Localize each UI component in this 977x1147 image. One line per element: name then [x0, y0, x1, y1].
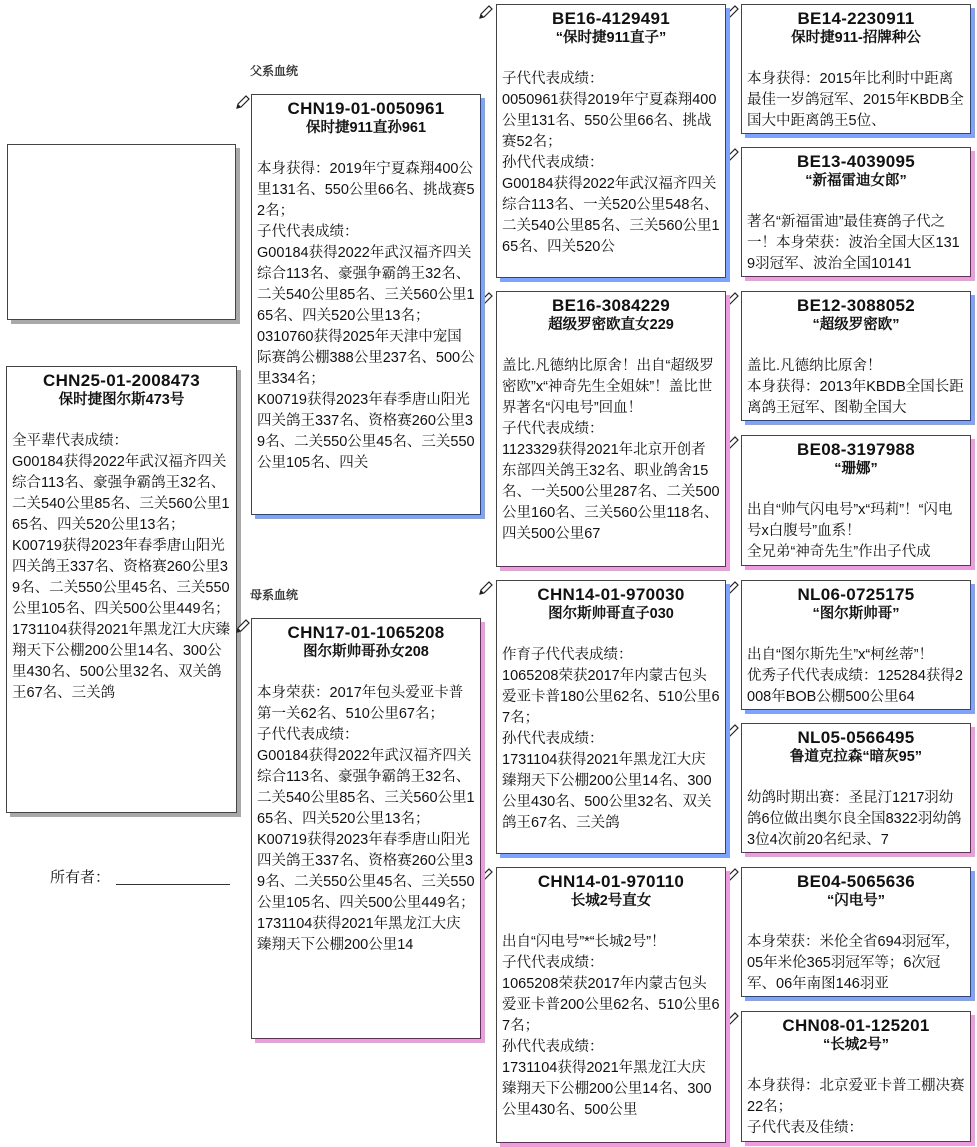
- sdd-card[interactable]: [741, 435, 971, 566]
- photo-frame: [7, 144, 236, 320]
- dss-name: “图尔斯帅哥”: [812, 606, 900, 622]
- ssd-card[interactable]: [741, 147, 971, 277]
- sire-id: CHN19-01-0050961: [287, 99, 445, 118]
- pencil-icon[interactable]: [235, 94, 251, 110]
- main-bird-name: 保时捷图尔斯473号: [58, 392, 185, 408]
- sss-desc: 本身获得：2015年比利时中距离最佳一岁鸽冠军、2015年KBDB全国大中距离鸽王5位、: [747, 71, 964, 129]
- dss-card[interactable]: [741, 580, 971, 710]
- sire-sire-card[interactable]: [496, 4, 726, 278]
- dds-card[interactable]: [741, 867, 971, 997]
- ddd-desc: 本身获得：北京爱亚卡普工棚决赛22名； 子代代表及佳绩：: [747, 1078, 965, 1136]
- sire-line-label: 父系血统: [250, 64, 299, 78]
- dss-id: NL06-0725175: [797, 585, 915, 604]
- sire-sire-desc: 子代代表成绩： 0050961获得2019年宁夏森翔400公里131名、550公里66名、挑战赛52名； 孙代代表成绩： G00184获得2022年武汉福齐四关综合113名、一关520公里548名、二关540公里85名、三关560公里165名、四关520公: [502, 71, 720, 255]
- dds-name: “闪电号”: [827, 893, 885, 909]
- pencil-icon[interactable]: [478, 4, 494, 20]
- main-bird-id: CHN25-01-2008473: [43, 371, 200, 390]
- dam-dam-name: 长城2号直女: [570, 893, 652, 909]
- dsd-card[interactable]: [741, 723, 971, 853]
- sire-dam-id: BE16-3084229: [552, 296, 670, 315]
- dam-desc: 本身荣获：2017年包头爱亚卡普第一关62名、510公里67名； 子代代表成绩： G00184获得2022年武汉福齐四关综合113名、豪强争霸鸽王32名、二关540公里85名、三关560公里165名、四关520公里13名； K00719获得2023年春季唐山阳光四关鸽王337名、资格赛260公里39名、二关550公里45名、三关550公里105名、四关500公里449名； 1731104获得2021年黑龙江大庆臻翔天下公棚200公里14: [257, 685, 475, 953]
- ssd-name: “新福雷迪女郎”: [805, 173, 907, 189]
- dds-desc: 本身荣获：米伦全省694羽冠军，05年米伦365羽冠军等；6次冠军、06年南图146羽亚: [747, 934, 960, 992]
- dsd-name: 鲁道克拉森“暗灰95”: [789, 749, 923, 765]
- sire-sire-name: “保时捷911直子”: [555, 30, 667, 46]
- dam-dam-desc: 出自“闪电号”*“长城2号”！ 子代代表成绩： 1065208荣获2017年内蒙古包头爱亚卡普200公里62名、510公里67名； 孙代代表成绩： 1731104获得2021年黑龙江大庆臻翔天下公棚200公里14名、300公里430名、500公里: [502, 934, 720, 1118]
- sire-dam-card[interactable]: [496, 291, 726, 567]
- dam-card[interactable]: [251, 618, 481, 1039]
- sdd-name: “珊娜”: [834, 461, 878, 477]
- dam-dam-id: CHN14-01-970110: [537, 872, 685, 891]
- owner-signature-line[interactable]: [116, 884, 230, 885]
- dam-sire-name: 图尔斯帅哥直子030: [548, 606, 674, 622]
- sdd-desc: 出自“帅气闪电号”x“玛莉”！“闪电号x白腹号”血系！ 全兄弟“神奇先生”作出子代成: [747, 502, 953, 560]
- pencil-icon[interactable]: [724, 1011, 740, 1027]
- sss-card[interactable]: [741, 4, 971, 134]
- dss-desc: 出自“图尔斯先生”x“柯丝蒂”！ 优秀子代代表成绩：125284获得2008年BOB公棚500公里64: [747, 647, 963, 705]
- dam-dam-card[interactable]: [496, 867, 726, 1143]
- ssd-id: BE13-4039095: [797, 152, 915, 171]
- ddd-name: “长城2号”: [822, 1037, 890, 1053]
- sire-sire-id: BE16-4129491: [552, 9, 670, 28]
- dam-sire-desc: 作育子代代表成绩： 1065208荣获2017年内蒙古包头爱亚卡普180公里62名、510公里67名； 孙代代表成绩： 1731104获得2021年黑龙江大庆臻翔天下公棚200公里14名、300公里430名、500公里32名、双关鸽王67名、三关鸽: [502, 647, 720, 831]
- owner-label: 所有者：: [50, 869, 111, 886]
- sire-dam-name: 超级罗密欧直女229: [548, 317, 674, 333]
- main-bird-card[interactable]: [6, 366, 237, 813]
- dam-name: 图尔斯帅哥孙女208: [303, 644, 429, 660]
- sire-dam-desc: 盖比.凡德纳比原舍！出自“超级罗密欧”x“神奇先生全姐妹”！盖比世界著名“闪电号”回血！ 子代代表成绩： 1123329获得2021年北京开创者东部四关鸽王32名、职业鸽舍15名、一关500公里287名、二关500公里160名、三关560公里118名、四关500公里67: [502, 358, 720, 542]
- dam-sire-id: CHN14-01-970030: [537, 585, 685, 604]
- dam-id: CHN17-01-1065208: [287, 623, 445, 642]
- pencil-icon[interactable]: [724, 435, 740, 451]
- dam-line-label: 母系血统: [250, 588, 299, 602]
- dam-sire-card[interactable]: [496, 580, 726, 854]
- pencil-icon[interactable]: [478, 580, 494, 596]
- dds-id: BE04-5065636: [797, 872, 915, 891]
- sss-id: BE14-2230911: [797, 9, 915, 28]
- pencil-icon[interactable]: [724, 580, 740, 596]
- pencil-icon[interactable]: [724, 4, 740, 20]
- pencil-icon[interactable]: [235, 618, 251, 634]
- sds-desc: 盖比.凡德纳比原舍！ 本身获得：2013年KBDB全国长距离鸽王冠军、图勒全国大: [747, 358, 964, 416]
- ddd-card[interactable]: [741, 1011, 971, 1142]
- sss-name: 保时捷911-招牌种公: [791, 30, 921, 46]
- sds-name: “超级罗密欧”: [812, 317, 900, 333]
- dsd-id: NL05-0566495: [797, 728, 915, 747]
- pencil-icon[interactable]: [724, 291, 740, 307]
- sds-id: BE12-3088052: [797, 296, 915, 315]
- ddd-id: CHN08-01-125201: [782, 1016, 930, 1035]
- pencil-icon[interactable]: [724, 723, 740, 739]
- sdd-id: BE08-3197988: [797, 440, 915, 459]
- sire-card[interactable]: [251, 94, 481, 515]
- dsd-desc: 幼鸽时期出赛：圣昆汀1217羽幼鸽6位做出奥尔良全国8322羽幼鸽3位4次前20名纪录、7: [747, 790, 962, 848]
- sire-desc: 本身获得：2019年宁夏森翔400公里131名、550公里66名、挑战赛52名； 子代代表成绩： G00184获得2022年武汉福齐四关综合113名、豪强争霸鸽王32名、二关540公里85名、三关560公里165名、四关520公里13名； 0310760获得2025年天津中宠国际赛鸽公棚388公里237名、500公里334名； K00719获得2023年春季唐山阳光四关鸽王337名、资格赛260公里39名、二关550公里45名、三关550公里105名、四关: [257, 161, 475, 471]
- ssd-desc: 著名“新福雷迪”最佳赛鸽子代之一！本身荣获：波治全国大区1319羽冠军、波治全国10141: [747, 214, 960, 272]
- main-bird-desc: 全平辈代表成绩： G00184获得2022年武汉福齐四关综合113名、豪强争霸鸽王32名、二关540公里85名、三关560公里165名、四关520公里13名； K00719获得2023年春季唐山阳光四关鸽王337名、资格赛260公里39名、二关550公里45名、三关550公里105名、四关500公里449名； 1731104获得2021年黑龙江大庆臻翔天下公棚200公里14名、300公里430名、500公里32名、双关鸽王67名、三关鸽: [12, 433, 231, 701]
- pencil-icon[interactable]: [724, 147, 740, 163]
- sds-card[interactable]: [741, 291, 971, 421]
- sire-name: 保时捷911直孙961: [305, 120, 427, 136]
- pencil-icon[interactable]: [724, 867, 740, 883]
